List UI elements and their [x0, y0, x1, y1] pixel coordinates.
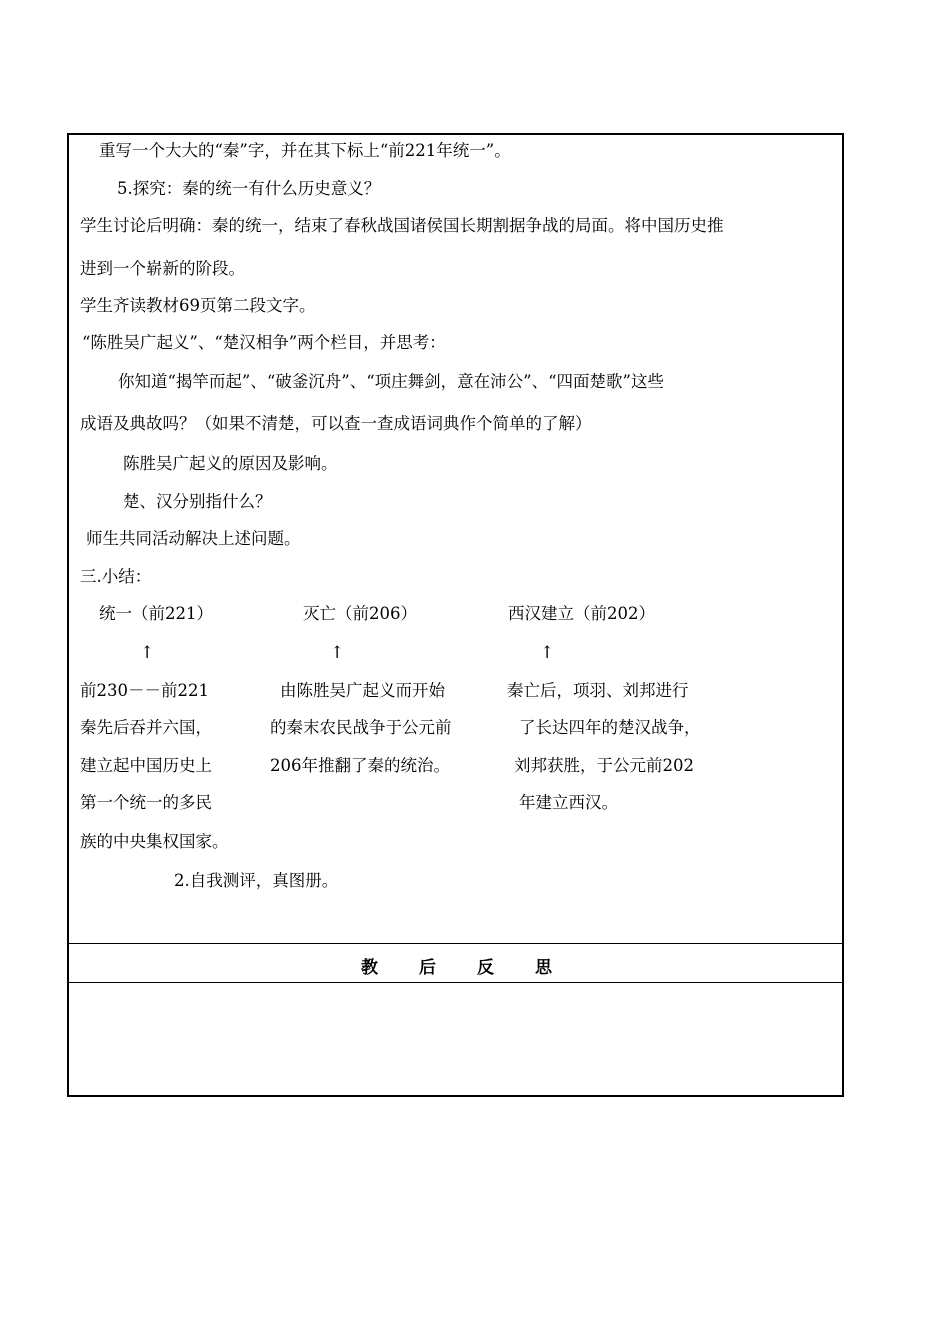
- timeline-header-fall: 灭亡（前206）: [303, 604, 417, 623]
- text-line: 成语及典故吗？（如果不清楚，可以查一查成语词典作个简单的了解）: [80, 414, 592, 433]
- timeline-col3-line: 年建立西汉。: [519, 793, 618, 812]
- text-line: 师生共同活动解决上述问题。: [86, 529, 301, 548]
- text-line: 学生讨论后明确：秦的统一，结束了春秋战国诸侯国长期割据争战的局面。将中国历史推: [80, 216, 724, 235]
- text-line: 进到一个崭新的阶段。: [80, 259, 245, 278]
- header-char: 思: [535, 958, 552, 978]
- timeline-col2-line: 的秦末农民战争于公元前: [270, 718, 452, 737]
- text-line: 5.探究：秦的统一有什么历史意义？: [117, 179, 381, 198]
- text-line: “陈胜吴广起义”、“楚汉相争”两个栏目，并思考：: [82, 333, 446, 352]
- header-char: 后: [419, 958, 436, 978]
- up-arrow-icon: ↑: [540, 643, 555, 663]
- lesson-table: [67, 133, 844, 1097]
- text-line: 学生齐读教材69页第二段文字。: [80, 296, 316, 315]
- up-arrow-icon: ↑: [330, 643, 345, 663]
- timeline-col1-line: 族的中央集权国家。: [80, 832, 229, 851]
- header-char: 教: [361, 958, 378, 978]
- header-char: 反: [477, 958, 494, 978]
- timeline-col2-line: 206年推翻了秦的统治。: [270, 756, 450, 775]
- timeline-col3-line: 秦亡后，项羽、刘邦进行: [507, 681, 689, 700]
- timeline-col1-line: 第一个统一的多民: [80, 793, 212, 812]
- text-line: 陈胜吴广起义的原因及影响。: [123, 454, 338, 473]
- timeline-col3-line: 了长达四年的楚汉战争，: [519, 718, 701, 737]
- up-arrow-icon: ↑: [140, 643, 155, 663]
- section-heading: 三.小结：: [80, 567, 152, 586]
- timeline-col1-line: 前230－－前221: [80, 681, 209, 700]
- timeline-header-unify: 统一（前221）: [99, 604, 213, 623]
- text-line: 楚、汉分别指什么？: [123, 492, 272, 511]
- text-line: 你知道“揭竿而起”、“破釜沉舟”、“项庄舞剑，意在沛公”、“四面楚歌”这些: [118, 372, 664, 391]
- reflection-header: [69, 943, 842, 983]
- timeline-col1-line: 建立起中国历史上: [80, 756, 212, 775]
- text-line: 2.自我测评，真图册。: [174, 871, 339, 890]
- timeline-col3-line: 刘邦获胜，于公元前202: [514, 756, 694, 775]
- timeline-header-western-han: 西汉建立（前202）: [508, 604, 655, 623]
- timeline-col1-line: 秦先后吞并六国，: [80, 718, 212, 737]
- text-line: 重写一个大大的“秦”字，并在其下标上“前221年统一”。: [99, 141, 511, 160]
- timeline-col2-line: 由陈胜吴广起义而开始: [280, 681, 445, 700]
